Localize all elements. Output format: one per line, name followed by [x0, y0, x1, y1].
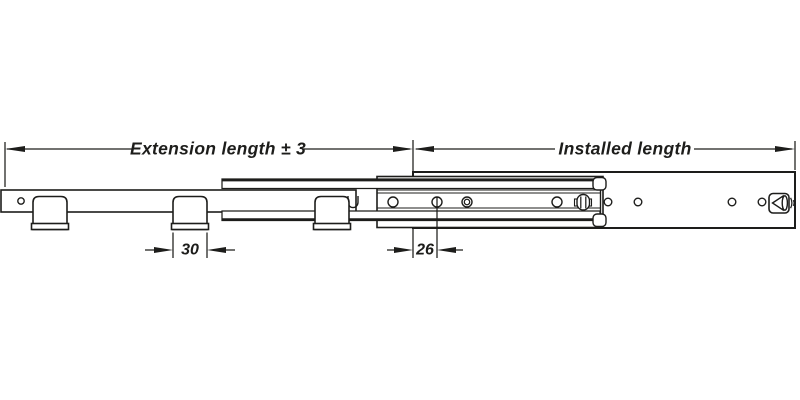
- mounting-hook: [172, 197, 209, 230]
- extension-length-label: Extension length ± 3: [129, 138, 307, 159]
- ball-cage-top: [222, 179, 600, 189]
- mounting-hook: [32, 197, 69, 230]
- dimension-26-value: 26: [416, 241, 434, 259]
- dimension-30-value: 30: [181, 241, 199, 259]
- installed-length-label: Installed length: [558, 138, 692, 159]
- mounting-hook: [314, 197, 351, 230]
- ball-cage-bottom: [222, 211, 600, 221]
